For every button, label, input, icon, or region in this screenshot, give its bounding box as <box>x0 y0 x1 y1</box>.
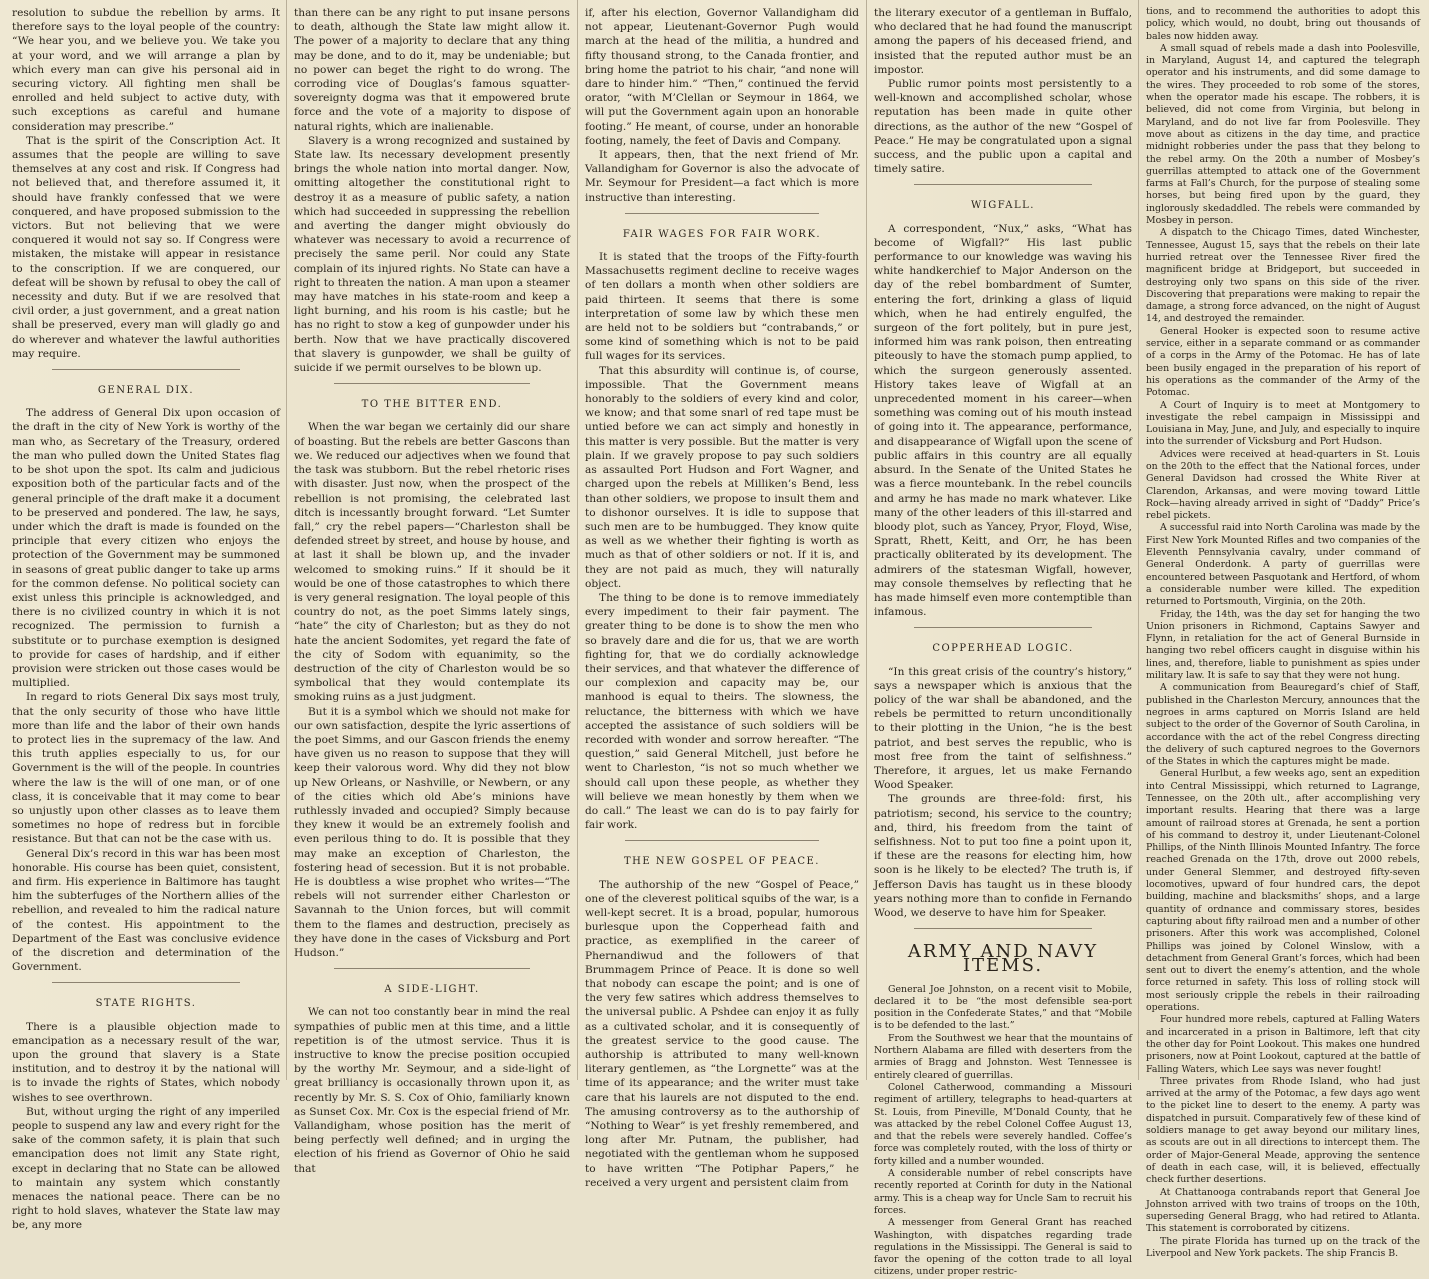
section-rule <box>334 383 530 384</box>
heading-new-gospel: THE NEW GOSPEL OF PEACE. <box>624 856 820 868</box>
paragraph: “In this great crisis of the country’s history,” says a newspaper which is anxious that the policy of the war shall be abandoned, and the rebels be permitted to return unconditionally to their plotting in the Union, “he is the best patriot, and best serves the republic, who is most free from the taint of selfishness.” Therefore, it argues, let us make Fernando Wood Speaker. <box>874 665 1132 792</box>
paragraph: A correspondent, “Nux,” asks, “What has become of Wigfall?” His last public performance to our knowledge was waving his white handkerchief to Major Anderson on the day of the rebel bombardment of Sumter, entering the fort, drinking a glass of liquid which, when he had entirely engulfed, the surgeon of the fort politely, but in pure jest, informed him was rank poison, then entreating piteously to have the stomach pump applied, to which the surgeon generously assented. History takes leave of Wigfall at an unprecedented moment in his career—when something was coming out of his mouth instead of going into it. The appearance, performance, and disappearance of Wigfall upon the scene of public affairs in this country are all equally absurd. In the Senate of the United States he was a fierce mountebank. In the rebel councils and army he has made no mark whatever. Like many of the other leaders of this ill-starred and bloody plot, such as Yancey, Pryor, Floyd, Wise, Spratt, Rhett, Keitt, and Orr, he has been practically obliterated by its development. The admirers of the statesman Wigfall, however, may console themselves by reflecting that he has made himself even more contemptible than infamous. <box>874 222 1132 619</box>
paragraph: We can not too constantly bear in mind the real sympathies of public men at this time, and a little repetition is of the utmost service. Thus it is instructive to know the precise position occupied by the worthy Mr. Seymour, and a side-light of great brilliancy is occasionally thrown upon it, as recently by Mr. S. S. Cox of Ohio, familiarly known as Sunset Cox. Mr. Cox is the especial friend of Mr. Vallandigham, whose position has the merit of being perfectly well defined; and in urging the election of his friend as Governor of Ohio he said that <box>294 1006 570 1175</box>
paragraph: the literary executor of a gentleman in Buffalo, who declared that he had found the manuscript among the papers of his deceased friend, and insisted that the reputed author must be an impostor. <box>874 7 1132 76</box>
paragraph: Friday, the 14th, was the day set for hanging the two Union prisoners in Richmond, Captains Sawyer and Flynn, in retaliation for the act of General Burnside in hanging two rebel officers caught in disguise within his lines, and, therefore, liable to punishment as spies under military law. It is safe to say that they were not hung. <box>1146 608 1420 682</box>
section-rule <box>914 627 1092 628</box>
paragraph: Colonel Catherwood, commanding a Missouri regiment of artillery, telegraphs to head-quarters at St. Louis, from Pineville, M’Donald County, that he was attacked by the rebel Colonel Coffee August 13, and that the rebels were severely handled. Coffee’s force was completely routed, with the loss of thirty or forty killed and a number wounded. <box>874 1081 1132 1167</box>
paragraph: General Dix’s record in this war has been most honorable. His course has been quiet, consistent, and firm. His experience in Baltimore has taught him the subterfuges of the Northern allies of the rebellion, and revealed to him the radical nature of the contest. His appointment to the Department of the East was conclusive evidence of the discretion and determination of the Government. <box>12 847 280 974</box>
column-divider <box>286 0 287 1080</box>
paragraph: A Court of Inquiry is to meet at Montgomery to investigate the rebel campaign in Mississippi and Louisiana in May, June, and July, and especially to inquire into the surrender of Vicksburg and Port Hudson. <box>1146 399 1421 448</box>
paragraph: General Joe Johnston, on a recent visit to Mobile, declared it to be “the most defensible sea-port position in the Confederate States,” and that “Mobile is to be defended to the last.” <box>874 983 1132 1032</box>
paragraph: than there can be any right to put insane persons to death, although the State law might allow it. The power of a majority to declare that any thing may be done, and to do it, may be undeniable; but no power can beget the right to do wrong. The corroding vice of Douglas’s famous squatter-sovereignty dogma was that it empowered brute force and the vote of a majority to dispose of natural rights, which are inalienable. <box>294 7 570 133</box>
heading-state-rights: STATE RIGHTS. <box>95 998 197 1010</box>
section-rule <box>334 968 530 969</box>
paragraph: Public rumor points most persistently to a well-known and accomplished scholar, whose reputation has been made in quite other directions, as the author of the new “Gospel of Peace.” He may be congratulated upon a signal success, and the public upon a capital and timely satire. <box>874 78 1132 176</box>
paragraph: A communication from Beauregard’s chief of Staff, published in the Charleston Mercury, announces that the negroes in arms captured on Morris Island are held subject to the order of the Governor of South Carolina, in accordance with the act of the rebel Congress directing the delivery of such captured negroes to the Governors of the States in which the captures might be made. <box>1146 682 1420 768</box>
paragraph: tions, and to recommend the authorities to adopt this policy, which would, no doubt, bring out thousands of bales now hidden away. <box>1146 6 1420 42</box>
paragraph: if, after his election, Governor Vallandigham did not appear, Lieutenant-Governor Pugh would march at the head of the militia, a hundred and fifty thousand strong, to the Canada frontier, and bring home the patriot to his chair, “and none will dare to hinder him.” “Then,” continued the fervid orator, “with M’Clellan or Seymour in 1864, we will put the Government again upon an honorable footing.” He meant, of course, under an honorable footing, namely, the feet of Davis and Company. <box>585 7 859 147</box>
paragraph: A successful raid into North Carolina was made by the First New York Mounted Rifles and two companies of the Eleventh Pennsylvania cavalry, under command of General Onderdonk. A party of guerrillas were encountered between Pasquotank and Hertford, of whom a considerable number were killed. The expedition returned to Portsmouth, Virginia, on the 20th. <box>1146 522 1420 608</box>
column-divider <box>1138 0 1139 1080</box>
column-2 <box>290 6 574 1175</box>
column-divider <box>577 0 578 1080</box>
section-rule <box>914 928 1092 929</box>
column-5 <box>1142 6 1424 1259</box>
section-rule <box>625 213 819 214</box>
heading-army-navy-items: ARMY AND NAVY ITEMS. <box>907 941 1099 977</box>
paragraph: But, without urging the right of any imperiled people to suspend any law and every right for the sake of the common safety, it is plain that such emancipation does not limit any State right, except in declaring that no State can be allowed to maintain any system which constantly menaces the national peace. There can be no right to hold slaves, whatever the State law may be, any more <box>12 1105 280 1232</box>
paragraph: It appears, then, that the next friend of Mr. Vallandigham for Governor is also the advocate of Mr. Seymour for President—a fact which is more instructive than interesting. <box>585 149 859 204</box>
column-1 <box>8 6 284 1232</box>
paragraph: The grounds are three-fold: first, his patriotism; second, his service to the country; and, third, his freedom from the taint of selfishness. Not to put too fine a point upon it, if these are the reasons for electing him, how soon is he likely to be elected? The truth is, if Jefferson Davis has taught us in these bloody years nothing more than to confide in Fernando Wood, we deserve to have him for Speaker. <box>874 793 1132 919</box>
paragraph: A messenger from General Grant has reached Washington, with dispatches regarding trade regulations in the Mississippi. The General is said to favor the opening of the cotton trade to all loyal citizens, under proper restric- <box>874 1217 1132 1278</box>
section-rule <box>625 840 819 841</box>
paragraph: That this absurdity will continue is, of course, impossible. That the Government means honorably to the soldiers of every kind and color, we know; and that some snarl of red tape must be untied before we can act simply and honestly in this matter is very possible. But the matter is very plain. If we gravely propose to pay such soldiers as assaulted Port Hudson and Fort Wagner, and charged upon the rebels at Milliken’s Bend, less than other soldiers, we propose to insult them and to dishonor ourselves. It is idle to suppose that such men are to be humbugged. They know quite as well as we whether their fighting is worth as much as that of other soldiers or not. If it is, and they are not paid as much, they will naturally object. <box>585 364 859 590</box>
paragraph: When the war began we certainly did our share of boasting. But the rebels are better Gascons than we. We reduced our adjectives when we found that the task was stubborn. But the rebel rhetoric rises with disaster. Just now, when the prospect of the rebellion is not promising, the celebrated last ditch is incessantly brought forward. “Let Sumter fall,” cry the rebel papers—“Charleston shall be defended street by street, and house by house, and at last it shall be blown up, and the invader welcomed to smoking ruins.” If it should be it would be one of those catastrophes to which there is very general resignation. The loyal people of this country do not, as the poet Simms lately sings, “hate” the city of Charleston; but as they do not hate the ancient Sodomites, yet regard the fate of the city of Sodom with equanimity, so the destruction of the city of Charleston would be so symbolical that they would contemplate its smoking ruins as a just judgment. <box>294 421 570 704</box>
heading-copperhead-logic: COPPERHEAD LOGIC. <box>932 643 1074 655</box>
paragraph: Advices were received at head-quarters in St. Louis on the 20th to the effect that the National forces, under General Davidson had crossed the White River at Clarendon, Arkansas, and were moving toward Little Rock—having already arrived in sight of “Daddy” Price’s rebel pickets. <box>1146 448 1420 522</box>
paragraph: A small squad of rebels made a dash into Poolesville, in Maryland, August 14, and captured the telegraph operator and his instruments, and did some damage to the wires. They proceeded to rob some of the stores, when the operator made his escape. The robbers, it is believed, did not come from Virginia, but belong in Maryland, and do not live far from Poolesville. They move about as citizens in the day time, and practice midnight robberies under the pass that they belong to the rebel army. On the 20th a number of Mosbey’s guerrillas attempted to attack one of the Government farms at Fall’s Church, for the purpose of stealing some horses, but being fired upon by the guard, they inglorously skedaddled. The rebels were commanded by Mosbey in person. <box>1146 42 1420 227</box>
heading-wigfall: WIGFALL. <box>971 200 1035 212</box>
paragraph: It is stated that the troops of the Fifty-fourth Massachusetts regiment decline to receive wages of ten dollars a month when other soldiers are paid thirteen. It seems that there is some interpretation of some law by which these men are held not to be soldiers but “contrabands,” or some kind of something which is not to be paid full wages for its services. <box>585 251 859 363</box>
paragraph: Four hundred more rebels, captured at Falling Waters and incarcerated in a prison in Baltimore, left that city the other day for Point Lookout. This makes one hundred prisoners, now at Point Lookout, captured at the battle of Falling Waters, which Lee says was never fought! <box>1146 1014 1420 1075</box>
section-rule <box>52 369 240 370</box>
paragraph: From the Southwest we hear that the mountains of Northern Alabama are filled with deserters from the armies of Bragg and Johnston. West Tennessee is entirely cleared of guerrillas. <box>874 1032 1132 1081</box>
column-divider <box>866 0 867 1080</box>
paragraph: At Chattanooga contrabands report that General Joe Johnston arrived with two trains of troops on the 10th, superseding General Bragg, who had retired to Atlanta. This statement is corroborated by citizens. <box>1146 1186 1420 1235</box>
heading-general-dix: GENERAL DIX. <box>97 385 195 397</box>
column-3 <box>581 6 863 1189</box>
paragraph: The authorship of the new “Gospel of Peace,” one of the cleverest political squibs of the war, is a well-kept secret. It is a broad, popular, humorous burlesque upon the Copperhead faith and practice, as exemplified in the career of Phernandiwud and the followers of that Brummagem Prince of Peace. It is done so well that nobody can escape the point; and is one of the very few satires which address themselves to the universal public. A Pshdee can enjoy it as fully as a cultivated scholar, and it is consequently of the greatest service to the good cause. The authorship is attributed to many well-known literary gentlemen, as “the Lorgnette” was at the time of its appearance; and the writer must take care that his laurels are not disputed to the end. The amusing controversy as to the authorship of “Nothing to Wear” is yet freshly remembered, and long after Mr. Putnam, the publisher, had negotiated with the gentleman whom he supposed to have written “The Potiphar Papers,” he received a very urgent and persistent claim from <box>585 878 859 1189</box>
section-rule <box>52 982 240 983</box>
paragraph: General Hurlbut, a few weeks ago, sent an expedition into Central Mississippi, which returned to Lagrange, Tennessee, on the 20th ult., after accomplishing very important results. Hearing that there was a large amount of railroad stores at Grenada, he sent a portion of his command to destroy it, under Lieutenant-Colonel Phillips, of the Ninth Illinois Mounted Infantry. The force reached Grenada on the 17th, drove out 2000 rebels, under General Slemmer, and destroyed fifty-seven locomotives, upward of four hundred cars, the depot building, machine and blacksmiths’ shops, and a large quantity of ordnance and commissary stores, besides capturing about fifty railroad men and a number of other prisoners. After this work was accomplished, Colonel Phillips was joined by Colonel Winslow, with a detachment from General Grant’s forces, which had been sent out to divert the enemy’s attention, and the whole force returned in safety. This loss of rolling stock will most seriously cripple the rebels in their railroading operations. <box>1146 768 1420 1014</box>
paragraph: There is a plausible objection made to emancipation as a necessary result of the war, upon the ground that slavery is a State institution, and to destroy it by the national will is to invade the rights of States, which nobody wishes to see overthrown. <box>12 1020 280 1104</box>
heading-fair-wages: FAIR WAGES FOR FAIR WORK. <box>622 228 822 240</box>
paragraph: A dispatch to the Chicago Times, dated Winchester, Tennessee, August 15, says that the rebels on their late hurried retreat over the Tennessee River fired the magnificent bridge at Bridgeport, but succeeded in destroying only two spans on this side of the river. Discovering that preparations were making to repair the damage, a strong force advanced, on the night of August 14, and destroyed the remainder. <box>1146 227 1420 325</box>
paragraph: The pirate Florida has turned up on the track of the Liverpool and New York packets. The ship Francis B. <box>1146 1235 1420 1259</box>
paragraph: Slavery is a wrong recognized and sustained by State law. Its necessary development presently brings the whole nation into mortal danger. Now, omitting altogether the constitutional right to destroy it as a measure of public safety, a nation which had succeeded in suppressing the rebellion and averting the danger might obviously do whatever was necessary to avoid a recurrence of precisely the same peril. Nor could any State complain of its injured rights. No State can have a right to threaten the nation. A man upon a steamer may have matches in his state-room and keep a light burning, and his room is his castle; but he has no right to stow a keg of gunpowder under his berth. Now that we have practically discovered that slavery is gunpowder, we shall be guilty of suicide if we permit ourselves to be blown up. <box>294 134 570 375</box>
heading-bitter-end: TO THE BITTER END. <box>361 399 503 411</box>
paragraph: A considerable number of rebel conscripts have recently reported at Corinth for duty in the National army. This is a cheap way for Uncle Sam to recruit his forces. <box>874 1168 1132 1216</box>
paragraph: The thing to be done is to remove immediately every impediment to their fair payment. The greater thing to be done is to show the men who so bravely dare and die for us, that we are worth fighting for, that we do cordially acknowledge their services, and that whatever the difference of our complexion and capacity may be, our manhood is equal to theirs. The slowness, the reluctance, the bitterness with which we have accepted the assistance of such soldiers will be recorded with wonder and sorrow hereafter. “The question,” said General Mitchell, just before he went to Charleston, “is not so much whether we should call upon these people, as whether they will believe we mean honestly by them when we do call.” The least we can do is to pay fairly for fair work. <box>585 591 859 832</box>
paragraph: That is the spirit of the Conscription Act. It assumes that the people are willing to save themselves at any cost and risk. If Congress had not believed that, and therefore assumed it, it should have frankly confessed that we were conquered, and have proposed submission to the victors. But not believing that we were conquered it would not say so. If Congress were mistaken, the mistake will appear in resistance to the conscription. If we are conquered, our defeat will be shown by refusal to obey the call of necessity and duty. But if we are resolved that civil order, a just government, and a great nation shall be preserved, every man will gladly go and do wherever and whatever the lawful authorities may require. <box>12 134 280 360</box>
heading-side-light: A SIDE-LIGHT. <box>384 984 480 996</box>
paragraph: The address of General Dix upon occasion of the draft in the city of New York is worthy of the man who, as Secretary of the Treasury, ordered the man who pulled down the United States flag to be shot upon the spot. Its calm and judicious exposition both of the particular facts and of the general principle of the draft make it a document to be preserved and pondered. The law, he says, under which the draft is made is founded on the principle that every citizen who enjoys the protection of the Government may be summoned in seasons of great public danger to take up arms for the common defense. No political society can exist unless this principle is acknowledged, and there is no civilized country in which it is not recognized. The permission to furnish a substitute or to purchase exemption is designed to provide for cases of hardship, and if either provision were stricken out those cases would be multiplied. <box>12 407 280 690</box>
paragraph: In regard to riots General Dix says most truly, that the only security of those who have little more than life and the labor of their own hands to protect lies in the supremacy of the law. And this truth applies especially to us, for our Government is the will of the people. In countries where the law is the will of one man, or of one class, it is conceivable that it may come to bear so unjustly upon other classes as to leave them sometimes no hope of redress but in forcible resistance. But that can not be the case with us. <box>12 691 280 846</box>
section-rule <box>914 184 1092 185</box>
column-4 <box>870 6 1136 1278</box>
paragraph: resolution to subdue the rebellion by arms. It therefore says to the loyal people of the country: “We hear you, and we believe you. We take you at your word, and we will arrange a plan by which every man can give his personal aid in securing victory. All fighting men shall be enrolled and held subject to active duty, with such exceptions as careful and humane consideration may prescribe.” <box>12 7 280 133</box>
paragraph: General Hooker is expected soon to resume active service, either in a separate command or as commander of a corps in the Army of the Potomac. He has of late been busily engaged in the preparation of his report of his operations as the commander of the Army of the Potomac. <box>1146 325 1420 399</box>
paragraph: But it is a symbol which we should not make for our own satisfaction, despite the lyric assertions of the poet Simms, and our Gascon friends the enemy have given us no reason to suppose that they will keep their valorous word. Why did they not blow up New Orleans, or Nashville, or Newbern, or any of the cities which old Abe’s minions have ruthlessly invaded and occupied? Simply because they knew it would be an extremely foolish and even perilous thing to do. It is possible that they may make an exception of Charleston, the fostering head of secession. But it is not probable. He is doubtless a wise prophet who writes—“The rebels will not surrender either Charleston or Savannah to the Union forces, but will commit them to the flames and destruction, precisely as they have done in the cases of Vicksburg and Port Hudson.” <box>294 705 570 959</box>
paragraph: Three privates from Rhode Island, who had just arrived at the army of the Potomac, a few days ago went to the picket line to desert to the enemy. A party was dispatched in pursuit. Comparatively few of these kind of soldiers manage to get away beyond our military lines, as scouts are out in all directions to intercept them. The order of Major-General Meade, approving the sentence of death in each case, will, it is believed, effectually check further desertions. <box>1146 1075 1420 1186</box>
